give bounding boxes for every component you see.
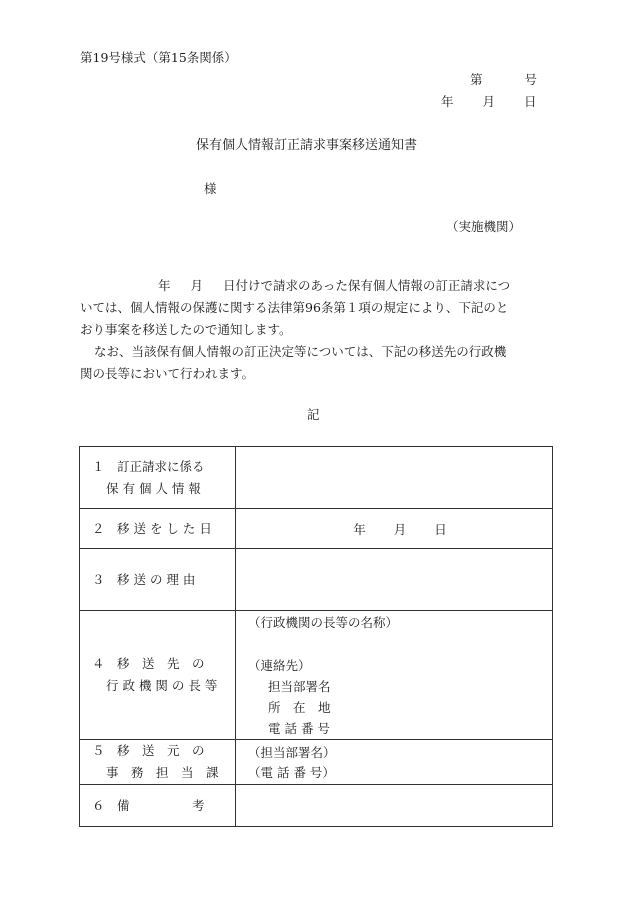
implementing-agency: （実施機関） — [446, 219, 522, 234]
row1-label: １ 訂正請求に係る 保 有 個 人 情 報 — [80, 447, 236, 509]
issue-date-day: 日 — [524, 94, 537, 109]
table-row — [80, 611, 553, 740]
table-row — [80, 740, 553, 785]
issue-date — [441, 92, 537, 110]
p2-line1-text: なお、当該保有個人情報の訂正決定等については、下記の移送先の行政機 — [94, 344, 507, 359]
addressee: 様 — [204, 181, 217, 196]
issue-date-year: 年 — [441, 94, 454, 109]
destination-name-label: （行政機関の長等の名称） — [248, 615, 399, 630]
transfer-details-table — [79, 446, 553, 827]
ki-heading: 記 — [307, 407, 320, 422]
p1-line1-text: 日付けで請求のあった保有個人情報の訂正請求につ — [223, 278, 511, 293]
table-row — [80, 785, 553, 827]
destination-agency-field[interactable] — [236, 611, 553, 740]
row6-label: ６ 備 考 — [80, 785, 236, 827]
p1-year: 年 — [158, 278, 171, 293]
table-row — [80, 509, 553, 549]
remarks-field[interactable] — [236, 785, 553, 827]
destination-contact: （連絡先） 担当部署名 所 在 地 電 話 番 号 — [248, 658, 331, 736]
document-number-go: 号 — [524, 72, 538, 87]
document-number — [470, 70, 537, 88]
personal-info-field[interactable] — [236, 447, 553, 509]
document-number-dai: 第 — [470, 72, 483, 87]
notice-paragraph-2 — [80, 341, 552, 385]
p1-line2-text: いては、個人情報の保護に関する法律第96条第１項の規定により、下記のと — [80, 300, 509, 315]
transfer-date-field[interactable]: 年 月 日 — [236, 509, 553, 549]
form-number: 第19号様式（第15条関係） — [80, 50, 237, 65]
origin-office-field[interactable]: （担当部署名） （電 話 番 号） — [236, 740, 553, 785]
p1-month: 月 — [190, 278, 204, 293]
p1-line3-text: おり事案を移送したので通知します。 — [80, 322, 292, 337]
p2-line2-text: 関の長等において行われます。 — [80, 366, 255, 381]
transfer-reason-field[interactable] — [236, 549, 553, 611]
row2-label: ２ 移 送 を し た 日 — [80, 509, 236, 549]
row3-label: ３ 移 送 の 理 由 — [80, 549, 236, 611]
issue-date-month: 月 — [482, 94, 496, 109]
document-title: 保有個人情報訂正請求事案移送通知書 — [196, 138, 418, 153]
row5-label: ５ 移 送 元 の 事 務 担 当 課 — [80, 740, 236, 785]
table-row — [80, 549, 553, 611]
row4-label: ４ 移 送 先 の 行 政 機 関 の 長 等 — [80, 611, 236, 740]
table-row — [80, 447, 553, 509]
notice-paragraph-1 — [80, 275, 552, 341]
